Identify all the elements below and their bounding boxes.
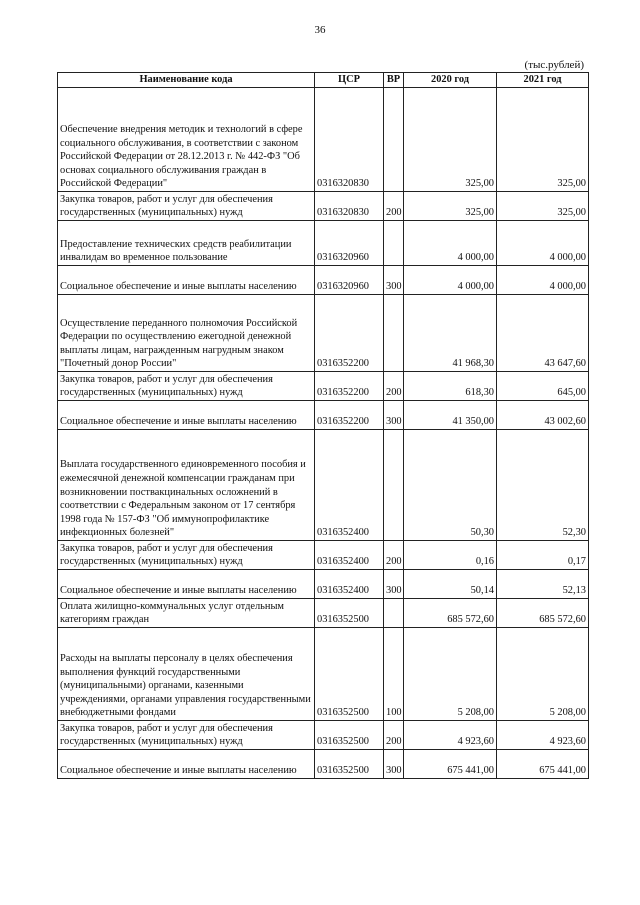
row-2021: 52,13	[497, 570, 589, 599]
row-csr: 0316320960	[315, 221, 384, 266]
row-name: Оплата жилищно-коммунальных услуг отдельным категориям граждан	[58, 599, 315, 628]
row-vr: 300	[384, 750, 404, 779]
row-2020: 325,00	[404, 88, 497, 192]
table-row	[58, 541, 589, 570]
header-row	[58, 73, 589, 88]
row-csr: 0316320830	[315, 88, 384, 192]
row-2020: 0,16	[404, 541, 497, 570]
budget-table	[57, 72, 589, 779]
row-2020: 50,14	[404, 570, 497, 599]
row-name: Закупка товаров, работ и услуг для обеспечения государственных (муниципальных) нужд	[58, 372, 315, 401]
row-name: Выплата государственного единовременного пособия и ежемесячной денежной компенсации гражданам при возникновении поствакцинальных осложнений в соответствии с Федеральным законом от 17 сентября 1998 года № 157-ФЗ "Об иммунопрофилактике инфекционных болезней"	[58, 430, 315, 541]
header-csr: ЦСР	[315, 73, 384, 88]
row-csr: 0316352500	[315, 599, 384, 628]
header-name: Наименование кода	[58, 73, 315, 88]
row-csr: 0316352500	[315, 628, 384, 721]
row-2020: 4 000,00	[404, 266, 497, 295]
row-name: Закупка товаров, работ и услуг для обеспечения государственных (муниципальных) нужд	[58, 192, 315, 221]
table-row	[58, 430, 589, 541]
row-2021: 325,00	[497, 192, 589, 221]
row-vr: 300	[384, 266, 404, 295]
row-vr: 200	[384, 372, 404, 401]
row-name: Социальное обеспечение и иные выплаты населению	[58, 750, 315, 779]
table-row	[58, 266, 589, 295]
table-row	[58, 599, 589, 628]
row-2021: 675 441,00	[497, 750, 589, 779]
row-name: Расходы на выплаты персоналу в целях обеспечения выполнения функций государственными (муниципальными) органами, казенными учреждениями, органами управления государственными внебюджетными фондами	[58, 628, 315, 721]
table-row	[58, 570, 589, 599]
row-2020: 4 000,00	[404, 221, 497, 266]
row-csr: 0316352400	[315, 570, 384, 599]
row-csr: 0316352200	[315, 372, 384, 401]
table-row	[58, 628, 589, 721]
row-name: Предоставление технических средств реабилитации инвалидам во временное пользование	[58, 221, 315, 266]
row-name: Социальное обеспечение и иные выплаты населению	[58, 266, 315, 295]
row-name: Обеспечение внедрения методик и технологий в сфере социального обслуживания, в соответствии с законом Российской Федерации от 28.12.2013 г. № 442-ФЗ "Об основах социального обслуживания граждан в Российской Федерации"	[58, 88, 315, 192]
row-2020: 685 572,60	[404, 599, 497, 628]
row-vr	[384, 221, 404, 266]
row-name: Закупка товаров, работ и услуг для обеспечения государственных (муниципальных) нужд	[58, 541, 315, 570]
row-2020: 5 208,00	[404, 628, 497, 721]
row-csr: 0316352400	[315, 541, 384, 570]
header-2020: 2020 год	[404, 73, 497, 88]
row-csr: 0316352200	[315, 295, 384, 372]
table-row	[58, 192, 589, 221]
table-row	[58, 750, 589, 779]
row-name: Социальное обеспечение и иные выплаты населению	[58, 570, 315, 599]
row-2020: 675 441,00	[404, 750, 497, 779]
row-name: Социальное обеспечение и иные выплаты населению	[58, 401, 315, 430]
row-2021: 325,00	[497, 88, 589, 192]
row-name: Закупка товаров, работ и услуг для обеспечения государственных (муниципальных) нужд	[58, 721, 315, 750]
row-2021: 43 002,60	[497, 401, 589, 430]
row-2020: 618,30	[404, 372, 497, 401]
row-vr	[384, 295, 404, 372]
row-2021: 4 000,00	[497, 266, 589, 295]
row-2020: 4 923,60	[404, 721, 497, 750]
row-csr: 0316352400	[315, 430, 384, 541]
table-row	[58, 295, 589, 372]
page-number: 36	[314, 24, 326, 36]
row-csr: 0316352500	[315, 750, 384, 779]
row-2020: 41 350,00	[404, 401, 497, 430]
row-csr: 0316320830	[315, 192, 384, 221]
table-row	[58, 372, 589, 401]
row-csr: 0316352200	[315, 401, 384, 430]
header-2021: 2021 год	[497, 73, 589, 88]
row-vr	[384, 430, 404, 541]
row-2021: 4 923,60	[497, 721, 589, 750]
table-row	[58, 88, 589, 192]
row-vr: 300	[384, 570, 404, 599]
row-2020: 325,00	[404, 192, 497, 221]
row-vr	[384, 599, 404, 628]
row-vr	[384, 88, 404, 192]
row-2021: 4 000,00	[497, 221, 589, 266]
row-vr: 200	[384, 721, 404, 750]
row-2021: 0,17	[497, 541, 589, 570]
row-2021: 645,00	[497, 372, 589, 401]
row-vr: 300	[384, 401, 404, 430]
row-vr: 200	[384, 541, 404, 570]
row-2021: 5 208,00	[497, 628, 589, 721]
row-vr: 100	[384, 628, 404, 721]
row-vr: 200	[384, 192, 404, 221]
row-2021: 43 647,60	[497, 295, 589, 372]
row-2021: 52,30	[497, 430, 589, 541]
table-row	[58, 401, 589, 430]
row-csr: 0316352500	[315, 721, 384, 750]
row-2021: 685 572,60	[497, 599, 589, 628]
row-name: Осуществление переданного полномочия Российской Федерации по осуществлению ежегодной денежной выплаты лицам, награжденным нагрудным знаком "Почетный донор России"	[58, 295, 315, 372]
table-row	[58, 721, 589, 750]
table-row	[58, 221, 589, 266]
header-vr: ВР	[384, 73, 404, 88]
row-csr: 0316320960	[315, 266, 384, 295]
units-label: (тыс.рублей)	[524, 59, 584, 71]
row-2020: 41 968,30	[404, 295, 497, 372]
row-2020: 50,30	[404, 430, 497, 541]
